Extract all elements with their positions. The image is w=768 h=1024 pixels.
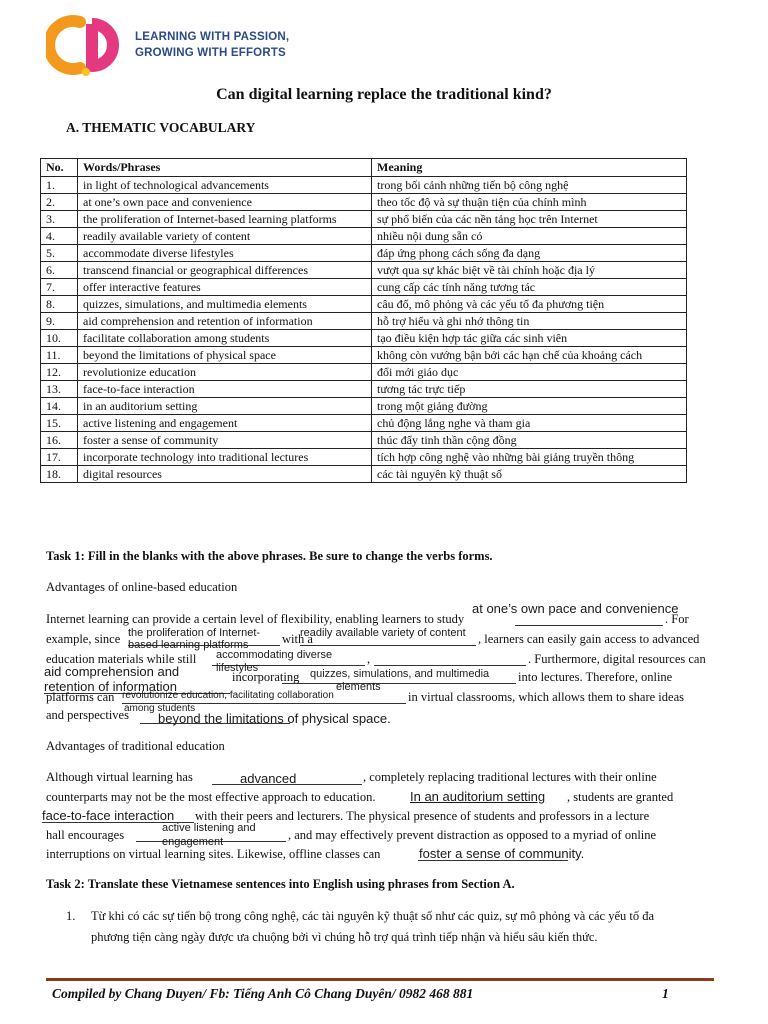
p2-line5: interruptions on virtual learning sites. Likewise, offline classes can: [46, 847, 381, 861]
row-phrase: the proliferation of Internet-based learning platforms: [78, 211, 372, 228]
tagline-line-1: LEARNING WITH PASSION,: [135, 31, 290, 43]
p2-line2: counterparts may not be the most effective approach to education.: [46, 790, 376, 804]
p1-line1: Internet learning can provide a certain level of flexibility, enabling learners to study: [46, 612, 465, 626]
p1-text: . Furthermore, digital resources can: [528, 652, 706, 666]
row-phrase: active listening and engagement: [78, 415, 372, 432]
row-meaning: các tài nguyên kỹ thuật số: [372, 466, 687, 483]
row-meaning: tạo điều kiện hợp tác giữa các sinh viên: [372, 330, 687, 347]
row-number: 4.: [41, 228, 78, 245]
row-phrase: aid comprehension and retention of information: [78, 313, 372, 330]
row-phrase: in an auditorium setting: [78, 398, 372, 415]
table-row: [41, 296, 687, 313]
p2-line1: Although virtual learning has: [46, 770, 193, 784]
row-meaning: hỗ trợ hiểu và ghi nhớ thông tin: [372, 313, 687, 330]
blank-line: [374, 665, 526, 666]
answer-proliferation-2: based learning platforms: [128, 639, 249, 651]
p1-line3: education materials while still: [46, 652, 197, 666]
header-meaning: Meaning: [372, 159, 687, 177]
table-row: [41, 381, 687, 398]
answer-accommodating-1: accommodating diverse: [216, 649, 333, 661]
row-phrase: beyond the limitations of physical space: [78, 347, 372, 364]
row-phrase: readily available variety of content: [78, 228, 372, 245]
answer-own-pace: at one’s own pace and convenience: [472, 601, 679, 616]
p1-text: , learners can easily gain access to advanced: [478, 632, 700, 646]
task2-heading: Task 2: Translate these Vietnamese sentences into English using phrases from Section A.: [46, 877, 515, 891]
table-row: [41, 330, 687, 347]
table-row: [41, 262, 687, 279]
answer-aid-comprehension-1: aid comprehension and: [44, 664, 180, 679]
row-meaning: đáp ứng phong cách sống đa dạng: [372, 245, 687, 262]
row-phrase: digital resources: [78, 466, 372, 483]
row-number: 17.: [41, 449, 78, 466]
row-number: 14.: [41, 398, 78, 415]
footer-credit: Compiled by Chang Duyen/ Fb: Tiếng Anh Cô Chang Duyên/ 0982 468 881: [52, 986, 474, 1001]
row-phrase: transcend financial or geographical differences: [78, 262, 372, 279]
row-meaning: trong bối cảnh những tiến bộ công nghệ: [372, 177, 687, 194]
row-phrase: facilitate collaboration among students: [78, 330, 372, 347]
row-phrase: revolutionize education: [78, 364, 372, 381]
section-a-heading: A. THEMATIC VOCABULARY: [66, 120, 256, 135]
table-row: [41, 313, 687, 330]
row-meaning: nhiều nội dung sẵn có: [372, 228, 687, 245]
p1-line2: example, since: [46, 632, 121, 646]
p1-text: ,: [367, 652, 371, 666]
answer-quizzes-1: quizzes, simulations, and multimedia: [310, 668, 490, 680]
table-row: [41, 466, 687, 483]
table-row: [41, 279, 687, 296]
p1-line6: and perspectives: [46, 708, 129, 722]
table-row: [41, 245, 687, 262]
row-phrase: incorporate technology into traditional lectures: [78, 449, 372, 466]
row-meaning: vượt qua sự khác biệt về tài chính hoặc địa lý: [372, 262, 687, 279]
row-number: 15.: [41, 415, 78, 432]
row-number: 16.: [41, 432, 78, 449]
table-row: [41, 211, 687, 228]
logo-tagline: [135, 29, 289, 61]
row-number: 10.: [41, 330, 78, 347]
answer-aid-comprehension-2: retention of information: [44, 679, 177, 694]
row-meaning: đổi mới giáo dục: [372, 364, 687, 381]
row-meaning: không còn vướng bận bởi các hạn chế của khoảng cách: [372, 347, 687, 364]
blank-line: [282, 683, 516, 684]
vocabulary-table: [40, 158, 687, 483]
table-row: [41, 364, 687, 381]
row-number: 2.: [41, 194, 78, 211]
row-meaning: trong một giảng đường: [372, 398, 687, 415]
answer-foster-community: foster a sense of community.: [419, 846, 585, 861]
row-phrase: at one’s own pace and convenience: [78, 194, 372, 211]
row-phrase: accommodate diverse lifestyles: [78, 245, 372, 262]
row-phrase: quizzes, simulations, and multimedia elements: [78, 296, 372, 313]
page-title: Can digital learning replace the traditional kind?: [216, 86, 552, 103]
answer-beyond-limitations: beyond the limitations of physical space.: [158, 711, 391, 726]
cd-logo-icon: [46, 12, 136, 78]
row-meaning: theo tốc độ và sự thuận tiện của chính mình: [372, 194, 687, 211]
row-number: 18.: [41, 466, 78, 483]
tagline-line-2: GROWING WITH EFFORTS: [135, 47, 286, 59]
row-number: 13.: [41, 381, 78, 398]
task1-subheading-online: Advantages of online-based education: [46, 580, 238, 594]
blank-line: [515, 625, 663, 626]
p2-line3: with their peers and lecturers. The physical presence of students and professors in a lecture: [195, 809, 650, 823]
row-number: 9.: [41, 313, 78, 330]
answer-auditorium: In an auditorium setting: [410, 789, 546, 804]
header-words: Words/Phrases: [78, 159, 372, 177]
row-number: 8.: [41, 296, 78, 313]
answer-face-to-face: face-to-face interaction: [42, 808, 175, 823]
row-meaning: cung cấp các tính năng tương tác: [372, 279, 687, 296]
table-header-row: [41, 159, 687, 177]
header-no: No.: [41, 159, 78, 177]
answer-active-listening-2: engagement: [162, 836, 224, 848]
p1-text: into lectures. Therefore, online: [518, 670, 673, 684]
page-number: 1: [662, 986, 669, 1001]
row-phrase: face-to-face interaction: [78, 381, 372, 398]
footer-divider: [46, 978, 714, 981]
p1-text: in virtual classrooms, which allows them to share ideas: [408, 690, 684, 704]
row-meaning: tương tác trực tiếp: [372, 381, 687, 398]
row-meaning: tích hợp công nghệ vào những bài giảng truyền thông: [372, 449, 687, 466]
answer-accommodating-2: lifestyles: [216, 662, 259, 674]
blank-line: [300, 645, 476, 646]
row-meaning: chủ động lắng nghe và tham gia: [372, 415, 687, 432]
row-number: 6.: [41, 262, 78, 279]
row-meaning: sự phổ biến của các nền tảng học trên Internet: [372, 211, 687, 228]
table-row: [41, 228, 687, 245]
row-number: 3.: [41, 211, 78, 228]
task2-item-number: 1.: [66, 909, 76, 923]
p2-line4: hall encourages: [46, 828, 125, 842]
p1-text: with a: [282, 632, 313, 646]
table-row: [41, 449, 687, 466]
row-phrase: offer interactive features: [78, 279, 372, 296]
row-meaning: câu đố, mô phỏng và các yếu tố đa phương tiện: [372, 296, 687, 313]
table-row: [41, 432, 687, 449]
answer-active-listening-1: active listening and: [162, 822, 256, 834]
answer-proliferation-1: the proliferation of Internet-: [128, 627, 261, 639]
table-row: [41, 398, 687, 415]
row-number: 1.: [41, 177, 78, 194]
p1-text: incorporating: [232, 670, 300, 684]
row-meaning: thúc đẩy tinh thần cộng đồng: [372, 432, 687, 449]
task2-item-line2: phương tiện càng ngày được ưa chuộng bởi vì chúng hỗ trợ quá trình tiếp nhận và hiểu sâu kiến thức.: [91, 930, 598, 944]
task1-heading: Task 1: Fill in the blanks with the above phrases. Be sure to change the verbs forms.: [46, 549, 493, 563]
row-number: 11.: [41, 347, 78, 364]
answer-revolutionize: revolutionize education, facilitating collaboration: [122, 690, 334, 701]
answer-advanced: advanced: [240, 771, 297, 786]
answer-readily-available: readily available variety of content: [300, 627, 466, 639]
p2-text: , students are granted: [567, 790, 674, 804]
row-number: 7.: [41, 279, 78, 296]
table-row: [41, 347, 687, 364]
p1-text: . For: [665, 612, 689, 626]
table-row: [41, 194, 687, 211]
row-phrase: in light of technological advancements: [78, 177, 372, 194]
p2-text: , completely replacing traditional lectures with their online: [363, 770, 657, 784]
row-phrase: foster a sense of community: [78, 432, 372, 449]
row-number: 12.: [41, 364, 78, 381]
p1-line5: platforms can: [46, 690, 115, 704]
row-number: 5.: [41, 245, 78, 262]
answer-quizzes-2: elements: [336, 681, 381, 693]
task2-item-line1: Từ khi có các sự tiến bộ trong công nghệ, các tài nguyên kỹ thuật số như các quiz, sự mô phỏng và các yếu tố đa: [91, 909, 655, 923]
p2-text: , and may effectively prevent distraction as opposed to a myriad of online: [288, 828, 657, 842]
table-row: [41, 415, 687, 432]
table-row: [41, 177, 687, 194]
answer-among-students: among students: [124, 703, 196, 714]
task1-subheading-traditional: Advantages of traditional education: [46, 739, 225, 753]
